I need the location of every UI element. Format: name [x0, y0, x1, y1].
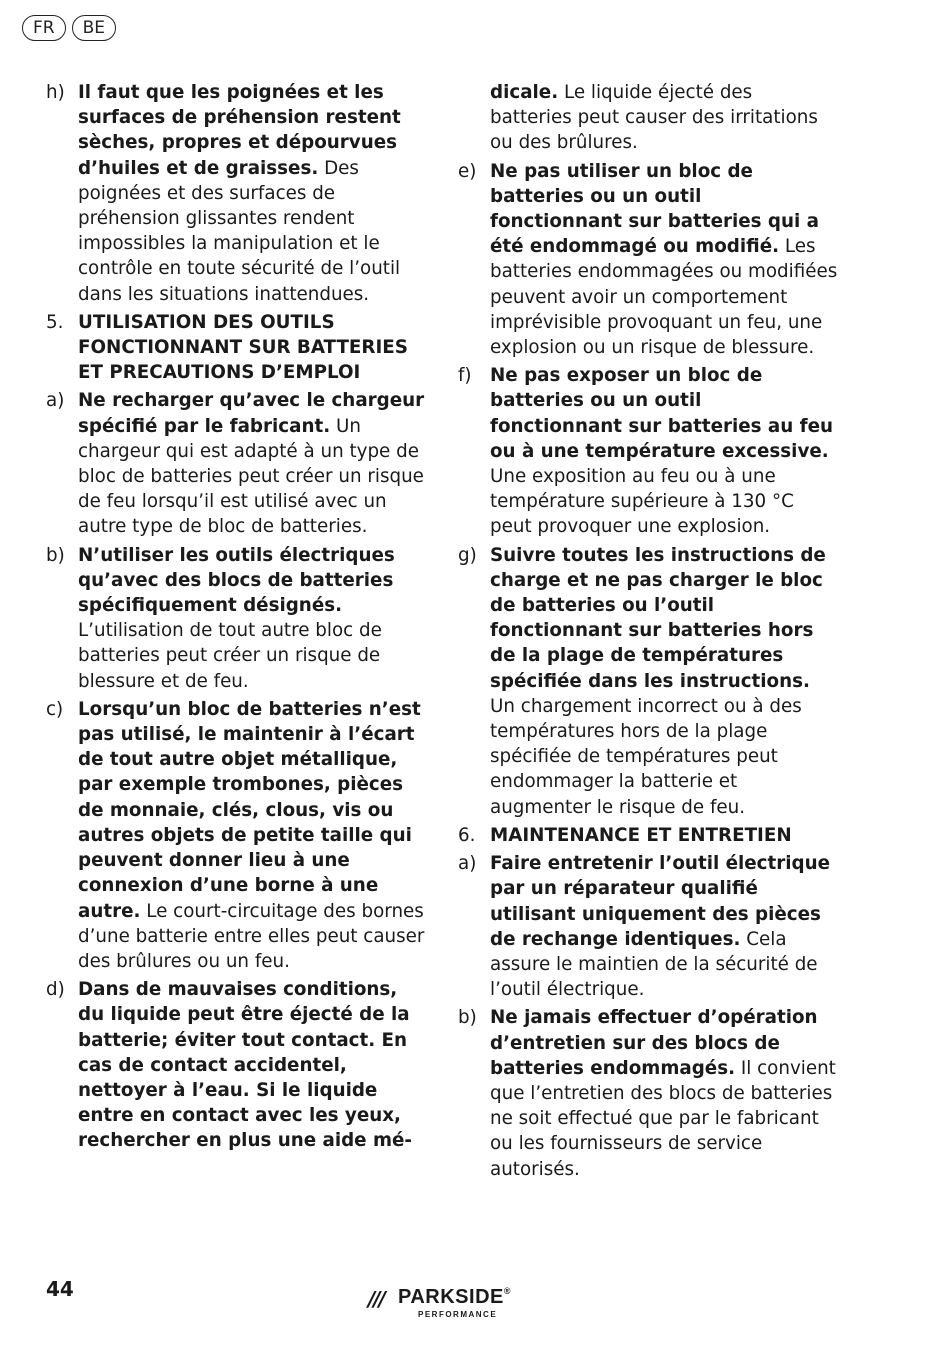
section-title: UTILISATION DES OUTILS FONCTIONNANT SUR BATTERIES ET PRECAUTIONS D’EMPLOI [78, 311, 408, 384]
instruction-g [458, 543, 838, 820]
item-marker: a) [458, 853, 477, 875]
instruction-bold: Ne recharger qu’avec le chargeur spécifié par le fabricant. [78, 390, 425, 437]
instruction-bold: Ne pas utiliser un bloc de batteries ou un outil fonctionnant sur batteries qui a été endommagé ou modifié. [490, 160, 819, 258]
instruction-d-continued [458, 80, 838, 156]
instruction-text: Le court-circuitage des bornes d’une batterie entre elles peut causer des brûlures ou un feu. [78, 900, 425, 972]
parkside-logo [368, 1284, 518, 1324]
instruction-text: L’utilisation de tout autre bloc de batteries peut créer un risque de blessure et de feu. [78, 620, 382, 692]
instruction-bold: Ne pas exposer un bloc de batteries ou un outil fonctionnant sur batteries au feu ou à une température excessive. [490, 365, 833, 462]
instruction-text: Il convient que l’entretien des blocs de batteries ne soit effectué que par le fabricant ou les fournisseurs de service autorisés. [490, 1057, 836, 1180]
instruction-6b [458, 1005, 838, 1181]
item-marker: e) [458, 160, 477, 182]
item-marker: f) [458, 365, 472, 387]
instruction-f [458, 363, 838, 539]
instruction-bold: Suivre toutes les instructions de charge et ne pas charger le bloc de batteries ou l’outil fonctionnant sur batteries hors de la plage de températures spécifiée dans les instructions. [490, 544, 826, 692]
logo-slashes: /// [368, 1287, 384, 1311]
item-marker: d) [46, 979, 65, 1001]
instruction-bold: Ne jamais effectuer d’opération d’entretien sur des blocs de batteries endommagés. [490, 1007, 818, 1079]
logo-brand-text: PARKSIDE [398, 1286, 504, 1308]
section-number: 5. [46, 311, 64, 333]
registered-mark: ® [503, 1286, 512, 1296]
instruction-bold: Dans de mauvaises conditions, du liquide peut être éjecté de la batterie; éviter tout contact. En cas de contact accidentel, nettoyer à l’eau. Si le liquide entre en contact avec les yeux, rechercher en plus une aide mé- [78, 979, 412, 1152]
item-marker: c) [46, 698, 64, 720]
item-marker: a) [46, 390, 65, 412]
instruction-text: Des poignées et des surfaces de préhension glissantes rendent impossibles la manipulation et le contrôle en toute sécurité de l’outil dans les situations inattendues. [78, 157, 401, 305]
instruction-bold: dicale. [490, 82, 559, 103]
item-marker: b) [46, 544, 65, 566]
instruction-c [46, 697, 426, 974]
language-badges [22, 15, 116, 41]
instruction-text: Les batteries endommagées ou modifiées peuvent avoir un comportement imprévisible provoquant un feu, une explosion ou un risque de blessure. [490, 236, 838, 359]
language-badge-be: BE [72, 15, 116, 41]
page-number: 44 [46, 1277, 74, 1301]
instruction-b [46, 543, 426, 694]
instruction-6a [458, 851, 838, 1002]
left-column [46, 80, 426, 1157]
language-badge-fr: FR [22, 15, 66, 41]
instruction-text: Un chargeur qui est adapté à un type de bloc de batteries peut créer un risque de feu lorsqu’il est utilisé avec un autre type de bloc de batteries. [78, 415, 424, 538]
section-number: 6. [458, 824, 476, 846]
item-marker: h) [46, 82, 65, 103]
instruction-text: Un chargement incorrect ou à des températures hors de la plage spécifiée de températures peut endommager la batterie et augmenter le risque de feu. [490, 695, 802, 818]
instruction-bold: Faire entretenir l’outil électrique par un réparateur qualifié utilisant uniquement des pièces de rechange identiques. [490, 853, 831, 950]
logo-brand [398, 1286, 511, 1309]
section-title: MAINTENANCE ET ENTRETIEN [490, 824, 792, 846]
instruction-a [46, 388, 426, 539]
right-column [458, 80, 838, 1185]
section-heading-5 [46, 310, 426, 386]
instruction-bold: N’utiliser les outils électriques qu’avec des blocs de batteries spécifiquement désignés. [78, 544, 395, 617]
instruction-bold: Il faut que les poignées et les surfaces de préhension restent sèches, propres et dépourvues d’huiles et de graisses. [78, 82, 401, 179]
instruction-d [46, 977, 426, 1153]
instruction-text: Une exposition au feu ou à une température supérieure à 130 °C peut provoquer une explosion. [490, 466, 794, 538]
item-marker: b) [458, 1007, 477, 1029]
instruction-e [458, 159, 838, 361]
instruction-text: Cela assure le maintien de la sécurité de l’outil électrique. [490, 928, 818, 1001]
instruction-bold: Lorsqu’un bloc de batteries n’est pas utilisé, le maintenir à l’écart de tout autre objet métallique, par exemple trombones, pièces de monnaie, clés, clous, vis ou autres objets de petite taille qui peuvent donner lieu à une connexion d’une borne à une autre. [78, 698, 421, 922]
section-heading-6 [458, 823, 838, 848]
logo-subtitle: PERFORMANCE [418, 1310, 498, 1319]
instruction-h [46, 80, 426, 307]
item-marker: g) [458, 544, 477, 566]
instruction-text: Le liquide éjecté des batteries peut causer des irritations ou des brûlures. [490, 82, 818, 154]
